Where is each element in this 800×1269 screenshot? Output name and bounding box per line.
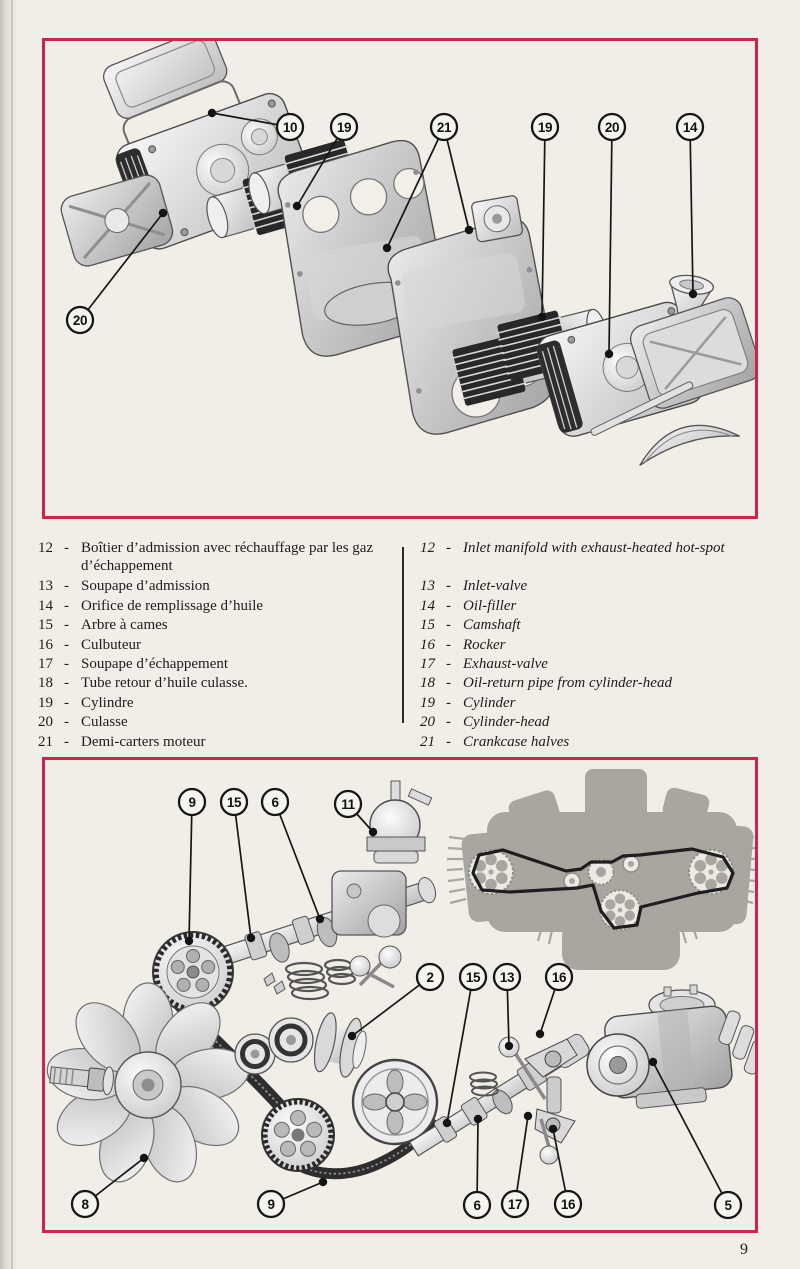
parts-list-row: 19 - Cylindre xyxy=(38,694,134,711)
fuel-pump xyxy=(367,781,432,863)
parts-list-row: 20 - Cylinder-head xyxy=(420,714,550,731)
callout-label: 15 xyxy=(465,970,481,985)
spoked-pulley xyxy=(353,1060,437,1144)
callout-6-bottom xyxy=(464,1192,490,1218)
callout-5 xyxy=(715,1192,741,1218)
callout-label: 9 xyxy=(267,1197,275,1212)
parts-list-row: 20 - Culasse xyxy=(38,714,128,731)
figure-bottom-frame xyxy=(42,757,758,1233)
callout-label: 16 xyxy=(560,1197,576,1212)
generator-unit xyxy=(587,985,758,1111)
figure-top-engine-exploded xyxy=(42,38,758,519)
callout-label: 17 xyxy=(507,1197,523,1212)
callout-16-bottom xyxy=(555,1191,581,1217)
cover-shell-right xyxy=(634,415,741,465)
callout-20-right xyxy=(599,114,625,140)
parts-list-row: 12 - Inlet manifold with exhaust-heated hot-spot xyxy=(420,540,725,556)
parts-list-row: 16 - Culbuteur xyxy=(38,636,141,653)
book-gutter-crease xyxy=(11,0,13,1269)
callout-15-mid xyxy=(460,964,486,990)
column-divider xyxy=(402,547,404,723)
parts-list-row: 17 - Soupape d’échappement xyxy=(38,655,229,672)
parts-list-row: 21 - Crankcase halves xyxy=(420,733,570,750)
callout-label: 11 xyxy=(341,797,355,812)
figure-bottom-engine-exploded xyxy=(42,757,758,1233)
parts-list-row: 16 - Rocker xyxy=(420,636,506,653)
callout-6-top xyxy=(262,789,288,815)
callout-label: 9 xyxy=(188,795,196,810)
callout-label: 19 xyxy=(336,120,352,135)
parts-list-row: 17 - Exhaust-valve xyxy=(420,655,548,672)
callout-20-left xyxy=(67,307,93,333)
book-gutter-shadow xyxy=(0,0,18,1269)
crank-toothed-pulley xyxy=(262,1099,334,1171)
callout-label: 15 xyxy=(226,795,242,810)
callout-11 xyxy=(335,791,361,817)
callout-label: 5 xyxy=(724,1198,732,1213)
parts-list-row: 14 - Orifice de remplissage d’huile xyxy=(38,597,264,614)
callout-label: 6 xyxy=(473,1198,481,1213)
page-number: 9 xyxy=(740,1241,748,1258)
parts-list-row: 15 - Arbre à cames xyxy=(38,617,168,634)
callout-13 xyxy=(494,964,520,990)
callout-19-right xyxy=(532,114,558,140)
crankshaft-pulleys xyxy=(235,1011,371,1080)
callout-label: 16 xyxy=(551,970,567,985)
parts-list-row: 13 - Inlet-valve xyxy=(420,578,528,595)
callout-19-left xyxy=(331,114,357,140)
callout-16-mid xyxy=(546,964,572,990)
parts-list-row: 19 - Cylinder xyxy=(420,694,516,711)
parts-list-row: 18 - Oil-return pipe from cylinder-head xyxy=(420,675,672,692)
callout-10 xyxy=(277,114,303,140)
callout-label: 19 xyxy=(537,120,553,135)
oil-pump-body xyxy=(332,871,406,937)
parts-list-row: 18 - Tube retour d’huile culasse. xyxy=(38,675,248,692)
callout-21 xyxy=(431,114,457,140)
parts-list-row: 13 - Soupape d’admission xyxy=(38,578,210,595)
parts-list-row: 15 - Camshaft xyxy=(420,617,521,634)
parts-list-english xyxy=(420,539,760,752)
callout-label: 2 xyxy=(426,970,434,985)
parts-list-row: 21 - Demi-carters moteur xyxy=(38,733,206,750)
callout-9-bottom xyxy=(258,1191,284,1217)
callout-label: 8 xyxy=(81,1197,89,1212)
callout-label: 20 xyxy=(604,120,620,135)
callout-14 xyxy=(677,114,703,140)
callout-label: 13 xyxy=(499,970,515,985)
parts-list-french xyxy=(38,539,378,752)
callout-2 xyxy=(417,964,443,990)
callout-15-top xyxy=(221,789,247,815)
figure-top-frame xyxy=(42,38,758,519)
timing-belt-lower xyxy=(262,1060,437,1174)
callout-label: 20 xyxy=(72,313,88,328)
callout-label: 6 xyxy=(271,795,279,810)
silhouette-cam-pulley-left xyxy=(469,850,513,894)
callout-8 xyxy=(72,1191,98,1217)
callout-9-top xyxy=(179,789,205,815)
callout-label: 14 xyxy=(682,120,698,135)
parts-list-row: 14 - Oil-filler xyxy=(420,597,517,614)
callout-label: 21 xyxy=(436,120,452,135)
callout-17 xyxy=(502,1191,528,1217)
engine-silhouette-schematic xyxy=(447,769,756,970)
callout-label: 10 xyxy=(282,120,298,135)
parts-list-row: 12 - Boîtier d’admission avec réchauffage par les gaz d’échappement xyxy=(38,540,374,574)
